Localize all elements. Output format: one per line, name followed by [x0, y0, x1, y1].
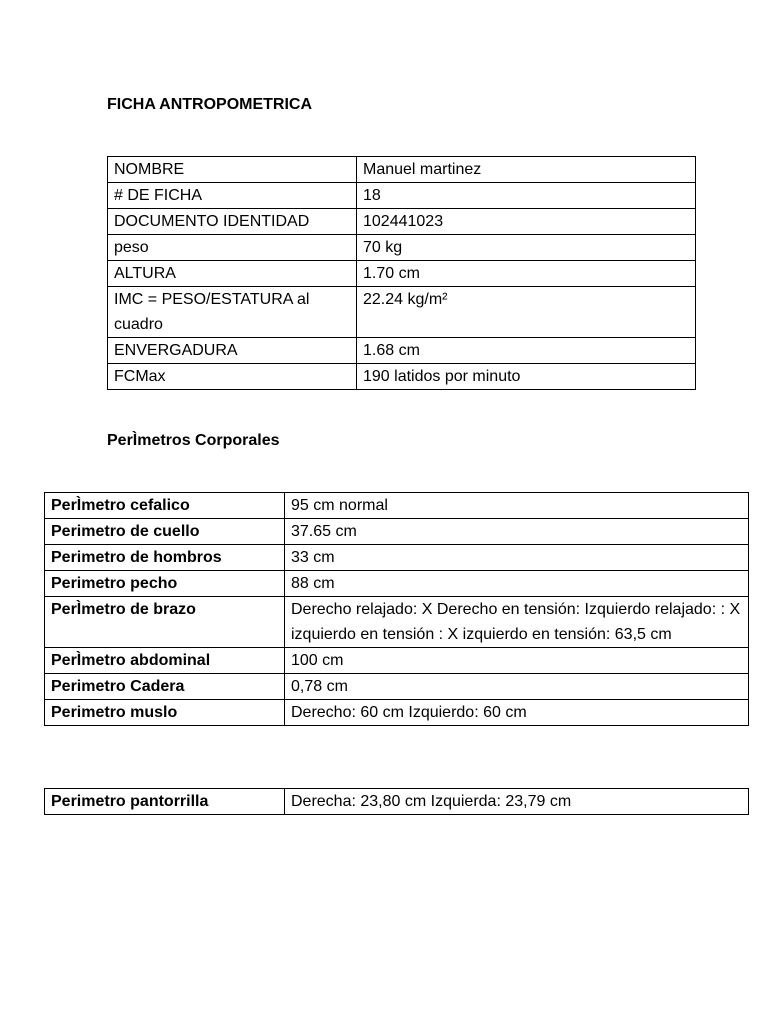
perimetros-table	[44, 492, 749, 726]
table-row	[45, 493, 749, 519]
row-label: Perimetro pantorrilla	[45, 789, 285, 815]
section-heading: PerÌmetros Corporales	[107, 432, 280, 449]
row-label: peso	[108, 235, 357, 261]
row-label: Perimetro pecho	[45, 571, 285, 597]
table-row	[45, 545, 749, 571]
pantorrilla-table	[44, 788, 749, 815]
row-value: 1.70 cm	[357, 261, 696, 287]
table-row	[45, 648, 749, 674]
table-row	[108, 183, 696, 209]
table-row	[108, 338, 696, 364]
row-label: IMC = PESO/ESTATURA al cuadro	[108, 287, 357, 338]
row-label: # DE FICHA	[108, 183, 357, 209]
table-row	[108, 209, 696, 235]
table-row	[45, 571, 749, 597]
document-title: FICHA ANTROPOMETRICA	[107, 96, 313, 113]
table-row	[108, 235, 696, 261]
row-label: Perimetro muslo	[45, 700, 285, 726]
row-value: 18	[357, 183, 696, 209]
table-row	[108, 364, 696, 390]
row-value: 37.65 cm	[285, 519, 749, 545]
ficha-table	[107, 156, 696, 390]
row-label: Perimetro de hombros	[45, 545, 285, 571]
row-label: ENVERGADURA	[108, 338, 357, 364]
table-row	[108, 287, 696, 338]
row-value: 70 kg	[357, 235, 696, 261]
row-value: Derecho relajado: X Derecho en tensión: Izquierdo relajado: : X izquierdo en tensión : X izquierdo en tensión: 63,5 cm	[285, 597, 749, 648]
row-label: ALTURA	[108, 261, 357, 287]
row-value: 1.68 cm	[357, 338, 696, 364]
row-value: 0,78 cm	[285, 674, 749, 700]
row-label: Perimetro Cadera	[45, 674, 285, 700]
table-row	[108, 261, 696, 287]
row-value: Manuel martinez	[357, 157, 696, 183]
row-value: 88 cm	[285, 571, 749, 597]
row-label: PerÌmetro cefalico	[45, 493, 285, 519]
row-value: 33 cm	[285, 545, 749, 571]
table-row	[45, 700, 749, 726]
table-row	[45, 789, 749, 815]
table-row	[45, 674, 749, 700]
row-value: 102441023	[357, 209, 696, 235]
row-value: Derecho: 60 cm Izquierdo: 60 cm	[285, 700, 749, 726]
row-label: FCMax	[108, 364, 357, 390]
row-label: PerÌmetro de brazo	[45, 597, 285, 648]
table-row	[108, 157, 696, 183]
row-value: 22.24 kg/m²	[357, 287, 696, 338]
row-label: PerÌmetro abdominal	[45, 648, 285, 674]
row-label: Perimetro de cuello	[45, 519, 285, 545]
row-value: 190 latidos por minuto	[357, 364, 696, 390]
table-row	[45, 519, 749, 545]
row-value: Derecha: 23,80 cm Izquierda: 23,79 cm	[285, 789, 749, 815]
row-value: 100 cm	[285, 648, 749, 674]
row-value: 95 cm normal	[285, 493, 749, 519]
table-row	[45, 597, 749, 648]
row-label: NOMBRE	[108, 157, 357, 183]
row-label: DOCUMENTO IDENTIDAD	[108, 209, 357, 235]
